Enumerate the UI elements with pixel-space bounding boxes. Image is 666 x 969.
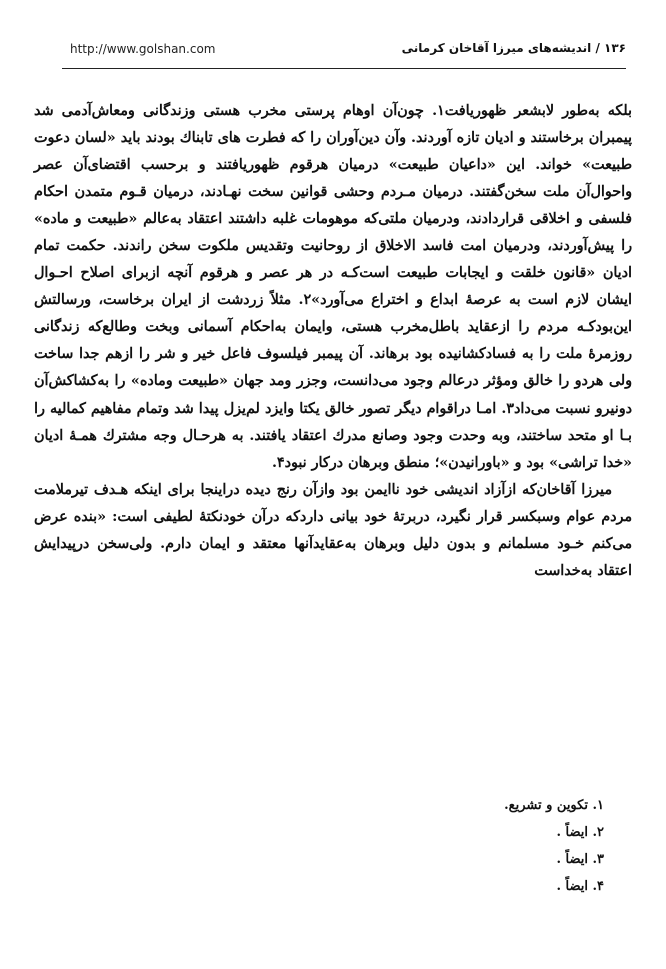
paragraph: بلکه به‌طور لابشعر ظهوریافت۱. چون‌آن اوهام پرستی مخرب هستی وزندگانی ومعاش‌آدمی شد پیمبران برخاستند و ادیان تازه آوردند. وآن دین‌آوران را که فطرت های تابناك بودند باید «لسان دعوت طبیعت» خواند. این «داعیان طبیعت» درمیان هرقوم ظهوریافتند و برحسب اقتضای‌آن عصر واحوال‌آن ملت سخن‌گفتند. درمیان مـردم وحشی قوانین سخت نهـادند، درمیان قـوم متمدن احکام فلسفی و اخلاقی قراردادند، ودرمیان ملتی‌که موهومات غلبه داشتند اعتقاد به‌عالم «طبیعت و ماده» را پیش‌آوردند، ودرمیان امت فاسد الاخلاق از روحانیت وتقدیس ملکوت سخن راندند. حکمت تمام ادیان «قانون خلقت و ایجابات طبیعت است‌کـه در هر عصر و هرقوم آنچه ازبرای اصلاح احـوال ایشان لازم است به عرصهٔ ابداع و اختراع می‌آورد»۲. مثلاً زردشت از ایران برخاست، ورسالتش این‌بودکـه مردم را ازعقاید باطل‌مخرب هستی، وایمان به‌احکام آسمانی وبخت وطالع‌که زندگانی روزمرهٔ ملت را به فسادکشانیده بود برهاند. آن پیمبر فیلسوف فاعل خیر و شر را ازهم جدا ساخت ولی هردو را خالق ومؤثر درعالم وجود می‌دانست، وجزر ومد جهان «طبیعت وماده» را به‌کشاکش‌آن دونیرو نسبت می‌داد۳. امـا دراقوام دیگر تصور خالق یکتا وایزد لم‌یزل پیدا شد وتمام مفاهیم کمالیه را بـا او متحد ساختند، وبه وحدت وجود وصانع مدرك اعتقاد یافتند. به هرحـال وجه مشترك همـهٔ ادیان «خدا تراشی» بود و «باورانیدن»؛ منطق وبرهان درکار نبود۴. bbox=[34, 103, 632, 471]
page-number-and-title: ۱۳۶ / اندیشه‌های میرزا آقاخان کرمانی bbox=[401, 41, 626, 55]
source-url[interactable]: http://www.golshan.com bbox=[70, 42, 216, 56]
body-text bbox=[34, 98, 632, 585]
footnote-4: ۴. ایضاً . bbox=[556, 879, 604, 894]
footnote-1: ۱. تکوین و تشریع. bbox=[504, 798, 604, 813]
footnote-2: ۲. ایضاً . bbox=[556, 825, 604, 840]
footnote-3: ۳. ایضاً . bbox=[556, 852, 604, 867]
paragraph: میرزا آقاخان‌که ازآزاد اندیشی خود ناایمن بود وازآن رنج دیده دراینجا برای اینکه هـدف تیرملامت مردم عوام وسبکسر قرار نگیرد، دربرتۀ خود بیانی دارد‌که درآن خودنکتهٔ لطیفی است: «بنده عرض می‌کنم خـود مسلمانم و بدون دلیل وبرهان به‌عقایدآنها معتقد و ایمان دارم. ولی‌سخن درپیدایش اعتقاد به‌خداست bbox=[34, 481, 632, 579]
running-header bbox=[62, 38, 626, 69]
footnotes bbox=[244, 792, 604, 900]
